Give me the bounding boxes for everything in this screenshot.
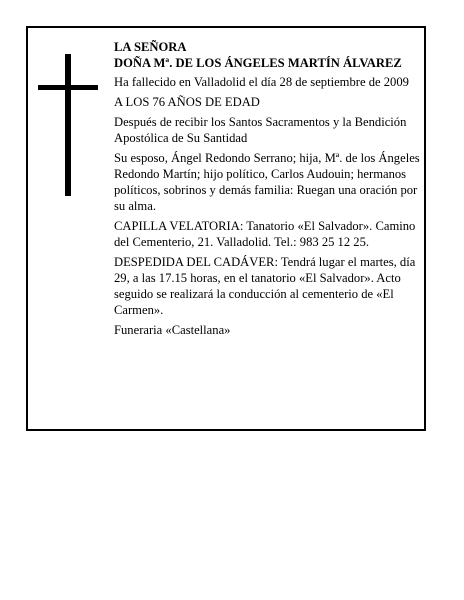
cross-vertical-bar — [65, 54, 71, 196]
deceased-name: DOÑA Mª. DE LOS ÁNGELES MARTÍN ÁLVAREZ — [114, 56, 402, 70]
funeral-paragraph: DESPEDIDA DEL CADÁVER: Tendrá lugar el martes, día 29, a las 17.15 horas, en el tanatorio «El Salvador». Acto seguido se realizará la conducción al cementerio de «El Carmen». — [114, 255, 416, 317]
age-paragraph: A LOS 76 AÑOS DE EDAD — [114, 95, 260, 109]
obituary-text — [114, 39, 420, 342]
death-date-paragraph: Ha fallecido en Valladolid el día 28 de septiembre de 2009 — [114, 75, 409, 89]
title-line: LA SEÑORA — [114, 40, 187, 54]
chapel-paragraph: CAPILLA VELATORIA: Tanatorio «El Salvador». Camino del Cementerio, 21. Valladolid. Tel.: 983 25 12 25. — [114, 219, 416, 249]
cross-horizontal-bar — [38, 85, 98, 90]
funeral-home-paragraph: Funeraria «Castellana» — [114, 323, 231, 337]
sacraments-paragraph: Después de recibir los Santos Sacramentos y la Bendición Apostólica de Su Santidad — [114, 115, 407, 145]
deceased-name-block — [114, 39, 420, 71]
family-paragraph: Su esposo, Ángel Redondo Serrano; hija, Mª. de los Ángeles Redondo Martín; hijo político, Carlos Audouin; hermanos políticos, sobrinos y demás familia: Ruegan una oración por su alma. — [114, 151, 420, 213]
cross-icon — [38, 54, 98, 196]
